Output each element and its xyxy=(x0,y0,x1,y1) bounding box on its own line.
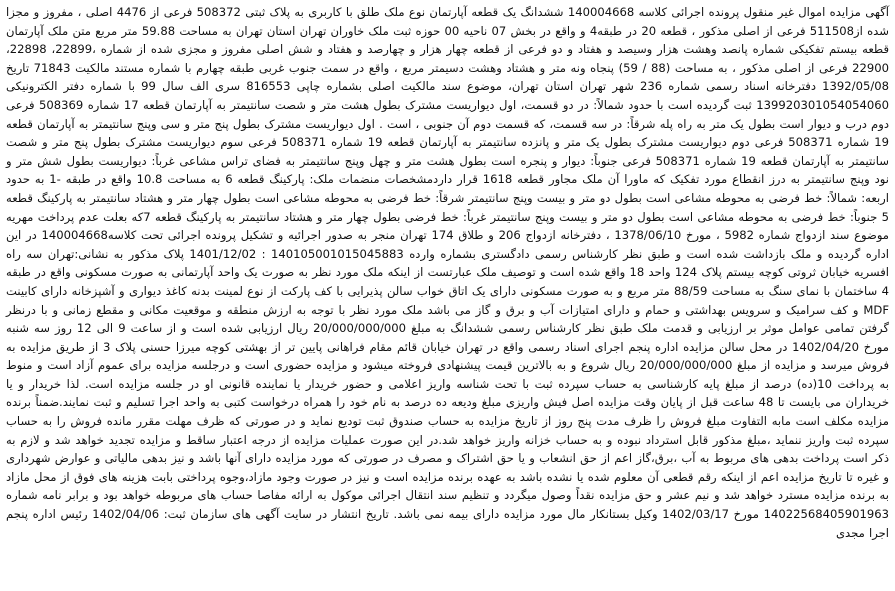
auction-notice-text: آگهی مزایده اموال غیر منقول پرونده اجرائی کلاسه 140004668 ششدانگ یک قطعه آپارتمان نوع ملک طلق با کاربری به پلاک ثبتی 508372 فرعی از 4476 اصلی ، مفروز و مجزا شده از511508 فرعی از اصلی مذکور ، قطعه 20 در طبقه4 و واقع در بخش 07 ناحیه 00 حوزه ثبت ملک خاوران تهران استان تهران به مساحت 59.88 متر مربع متن ملک آپارتمان قطعه بیستم تفکیکی شماره پانصد وهشت هزار وسیصد و هفتاد و دو فرعی از قطعه چهار هزار و چهارصد و هفتاد و شش اصلی مفروز و مجزی شده از شماره ،22899، 22898، 22900 فرعی از اصلی مذکور ، به مساحت (88 / 59) پنجاه ونه متر و هشتاد وهشت دسیمتر مربع ، واقع در سمت جنوب غربی طبقه چهارم با شماره مستند مالکیت 71843 تاریخ 1392/05/08 دفترخانه اسناد رسمی شماره 236 شهر تهران استان تهران، موضوع سند مالکیت اصلی بشماره چاپی 816553 سری الف سال 99 با شماره دفتر الکترونیکی 139920301054054060 ثبت گردیده است با حدود شمالاً: در دو قسمت، اول دیواریست مشترک بطول هشت متر و شصت سانتیمتر به آپارتمان قطعه 17 شماره 508369 فرعی دوم درب و دیوار است بطول یک متر به راه پله شرقاً: در سه قسمت، که قسمت دوم آن جنوبی ، است . اول دیواریست مشترک بطول پنج متر و سی وپنج سانتیمتر به آپارتمان قطعه 19 شماره 508371 فرعی دوم دیواریست مشترک بطول یک متر و پانزده سانتیمتر به آپارتمان قطعه 19 شماره 508371 فرعی سوم دیواریست مشترک بطول پنج متر و شصت سانتیمتر به آپارتمان قطعه 19 شماره 508371 فرعی جنوباً: دیوار و پنجره است بطول هشت متر و چهل وپنج سانتیمتر به فضای تراس مشاعی غرباً: دیواریست بطول شش متر و نود وپنج سانتیمتر به درز انقطاع مورد تفکیک که ماورا آن ملک مجاور قطعه 1618 قرار داردمشخصات منضمات ملک: پارکینگ قطعه 6 به مساحت 10.8 واقع در طبقه -1 به حدود اربعه: شمالاً: خط فرضی به محوطه مشاعی است بطول دو متر و بیست وپنج سانتیمتر شرقاً: خط فرضی به محوطه مشاعی است بطول چهار متر و هشتاد سانتیمتر به پارکینگ قطعه 5 جنوباً: خط فرضی به محوطه مشاعی است بطول دو متر و بیست وپنج سانتیمتر غرباً: خط فرضی بطول چهار متر و هشتاد سانتیمتر به پارکینگ قطعه 7که بعلت عدم پرداخت مهریه موضوع سند ازدواج شماره 5982 ، مورخ 1378/06/10 ، دفترخانه ازدواج 206 و طلاق 174 تهران منجر به صدور اجرائیه و تشکیل پرونده اجرائی تحت کلاسه140004668 در این اداره گردیده و ملک بازداشت شده است و طبق نظر کارشناس رسمی دادگستری بشماره وارده 140105001015045883 : 1401/12/02 پلاک مذکور به نشانی:تهران سه راه افسریه خیابان ثروتی کوچه بیستم پلاک 124 واحد 18 واقع شده است و توصیف ملک عبارتست از اینکه ملک مورد نظر به صورت یک واحد آپارتمانی به صورت مسکونی واقع در طبقه 4 ساختمان با نمای سنگ به مساحت 88/59 متر مربع و به صورت مسکونی دارای یک اتاق خواب سالن پذیرایی با کف پارکت از نوع لمینت بدنه کاغذ دیواری و آشپزخانه دارای کابینت MDF و کف سرامیک و سرویس بهداشتی و حمام و دارای امتیازات آب و برق و گاز می باشد ملک مورد نظر با توجه به ارزش منطقه و موقعیت مکانی و مقطع زمانی و با درنظر گرفتن تمامی عوامل موثر بر ارزیابی و قدمت ملک طبق نظر کارشناس رسمی ششدانگ به مبلغ 20/000/000/000 ریال ارزیابی شده است و از ساعت 9 الی 12 روز سه شنبه مورخ 1402/04/20 در محل سالن مزایده اداره پنجم اجرای اسناد رسمی واقع در تهران خیابان قائم مقام فراهانی پایین تر از بهشتی کوچه میرزا حسنی پلاک 3 از طریق مزایده به فروش میرسد و مزایده از مبلغ 20/000/000/000 ریال شروع و به بالاترین قیمت پیشنهادی فروخته میشود و مزایده حضوری است و درجلسه مزایده برای عموم آزاد است و منوط به پرداخت 10(ده) درصد از مبلغ پایه کارشناسی به حساب سپرده ثبت با تحت شناسه واریز اعلامی و حضور خریدار یا نماینده قانونی او در جلسه مزایده است. لذا خریدار و یا خریداران می بایست تا 48 ساعت قبل از پایان وقت مزایده اصل فیش واریزی مبلغ ودیعه ده درصد به نام خود را همراه درخواست کتبی به واحد اجرا تسلیم و ثبت نمایند.ضمناً برنده مزایده مکلف است مابه التفاوت مبلغ فروش را ظرف مدت پنج روز از تاریخ مزایده به حساب صندوق ثبت تودیع نماید و در صورتی که ظرف مهلت مقرر مانده فروش را به حساب سپرده ثبت واریز ننماید ،مبلغ مذکور قابل استرداد نبوده و به حساب خزانه واریز خواهد شد.در این صورت عملیات مزایده از درجه اعتبار ساقط و مزایده تجدید خواهد شد و لازم به ذکر است پرداخت بدهی های مربوط به آب ،برق،گاز اعم از حق انشعاب و یا حق اشتراک و مصرف در صورتی که مورد مزایده دارای آنها باشد و نیز بدهی مالیاتی و عوارض شهرداری و غیره تا تاریخ مزایده اعم از اینکه رقم قطعی آن معلوم شده یا نشده باشد به عهده برنده مزایده است و نیز در صورت وجود مازاد،وجوه پرداختی بابت هزینه های فوق از محل مازاد به برنده مزایده مسترد خواهد شد و نیم عشر و حق مزایده نقداً وصول میگردد و تنظیم سند انتقال اجرائی موکول به ارائه مفاصا حساب های مربوطه خواهد بود و برابر نامه شماره 14022568405901963 مورخ 1402/03/17 وکیل بستانکار مال مورد مزایده دارای بیمه نمی باشد. تاریخ انتشار در سایت آگهی های سازمان ثبت: 1402/04/06 رئیس اداره پنجم اجرا مجدی xyxy=(6,5,890,540)
